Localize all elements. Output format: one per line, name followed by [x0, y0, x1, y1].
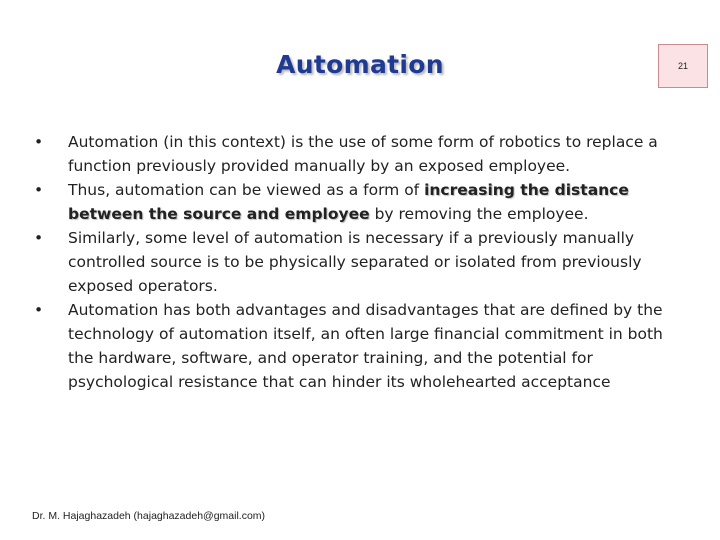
bullet-text-suffix: by removing the employee.: [369, 205, 589, 223]
slide-title: Automation: [276, 50, 444, 79]
bullet-list: [30, 130, 680, 394]
footer-author: Dr. M. Hajaghazadeh (hajaghazadeh@gmail.com): [32, 510, 266, 522]
bullet-text: Automation (in this context) is the use of some form of robotics to replace a function previously provided manually by an exposed employee.: [68, 133, 658, 175]
bullet-text: Automation has both advantages and disadvantages that are defined by the technology of automation itself, an often large financial commitment in both the hardware, software, and operator training, and the potential for psychological resistance that can hinder its wholehearted acceptance: [68, 301, 663, 391]
bullet-icon: •: [34, 301, 44, 319]
page-number: 21: [677, 61, 688, 71]
bullet-item: [30, 178, 680, 226]
page-number-badge: [658, 44, 708, 88]
bullet-item: [30, 298, 680, 394]
bullet-icon: •: [34, 229, 44, 247]
bullet-item: [30, 226, 680, 298]
bullet-icon: •: [34, 133, 44, 151]
bullet-item: [30, 130, 680, 178]
bullet-emphasis: increasing the distance between the source and employee: [68, 181, 629, 223]
bullet-icon: •: [34, 181, 44, 199]
bullet-text: Similarly, some level of automation is necessary if a previously manually controlled source is to be physically separated or isolated from previously exposed operators.: [68, 229, 642, 295]
bullet-text-prefix: Thus, automation can be viewed as a form of: [68, 181, 425, 199]
